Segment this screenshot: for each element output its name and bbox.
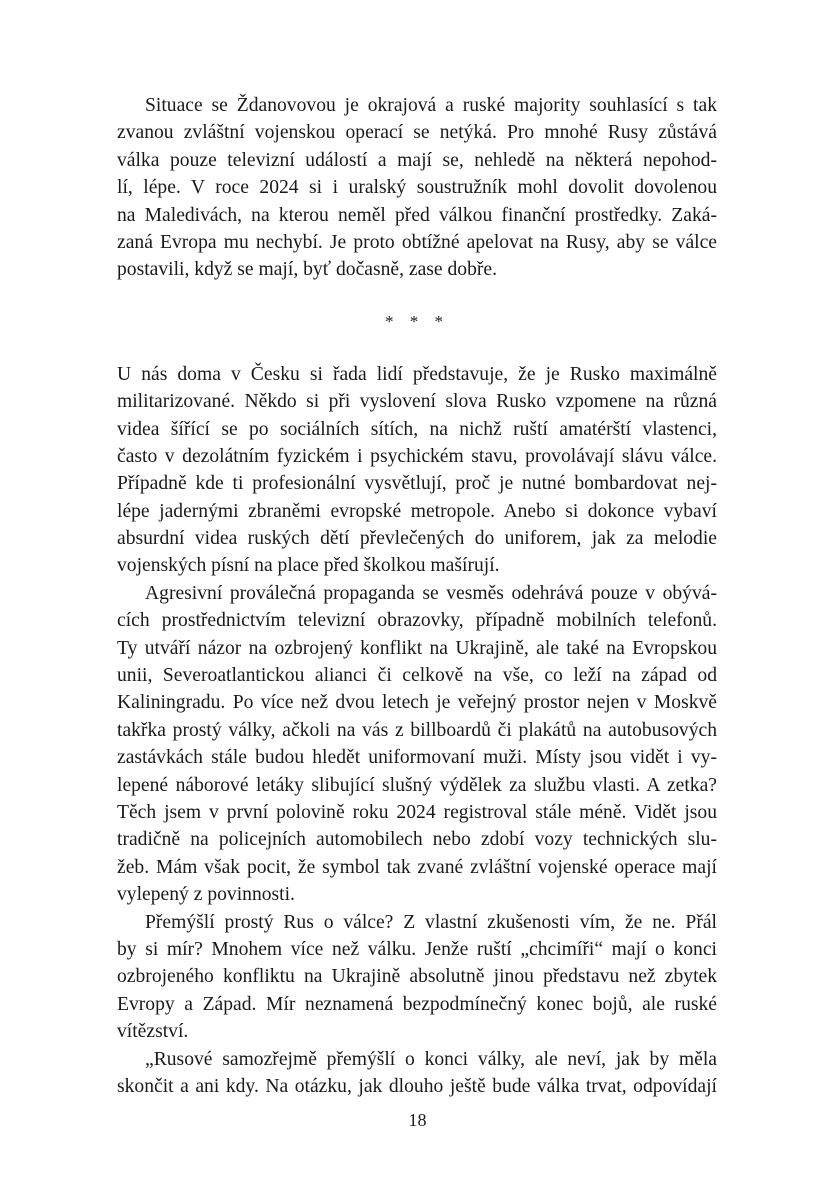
text-line: skončit a ani kdy. Na otázku, jak dlouho ještě bude válka trvat, odpovídají: [117, 1075, 717, 1097]
text-line: lépe jadernými zbraněmi evropské metropole. Anebo si dokonce vybaví: [117, 500, 717, 522]
text-line: ozbrojeného konfliktu na Ukrajině absolutně jinou představu než zbytek: [117, 966, 717, 988]
text-line: videa šířící se po sociálních sítích, na nichž ruští amatérští vlastenci,: [117, 418, 717, 440]
text-line: lí, lépe. V roce 2024 si i uralský soustružník mohl dovolit dovolenou: [117, 177, 717, 199]
page-body: [117, 92, 717, 1100]
paragraph-3: [117, 580, 717, 909]
paragraph-2: [117, 361, 717, 580]
text-line: by si mír? Mnohem více než válku. Jenže ruští „chcimíři“ mají o konci: [117, 938, 717, 960]
text-line: Případně kde ti profesionální vysvětlují, proč je nutné bombardovat nej-: [117, 473, 717, 495]
text-line: militarizované. Někdo si při vyslovení slova Rusko vzpomene na různá: [117, 391, 717, 413]
paragraph-5: [117, 1046, 717, 1101]
text-line: žeb. Mám však pocit, že symbol tak zvané zvláštní vojenské operace mají: [117, 856, 717, 878]
text-line: zaná Evropa mu nechybí. Je proto obtížné apelovat na Rusy, aby se válce: [117, 231, 717, 253]
paragraph-1: [117, 92, 717, 284]
text-line: unii, Severoatlantickou alianci či celkově na vše, co leží na západ od: [117, 665, 717, 687]
text-line: vítězství.: [117, 1021, 189, 1043]
text-line: Agresivní proválečná propaganda se vesměs odehrává pouze v obývá-: [145, 582, 717, 604]
text-line: cích prostřednictvím televizní obrazovky, případně mobilních telefonů.: [117, 610, 717, 632]
text-line: zastávkách stále budou hledět uniformovaní muži. Místy jsou vidět i vy-: [117, 747, 717, 769]
text-line: často v dezolátním fyzickém i psychickém stavu, provolávají slávu válce.: [117, 445, 717, 467]
paragraph-4: [117, 909, 717, 1046]
page-number: 18: [408, 1110, 427, 1130]
text-line: Kaliningradu. Po více než dvou letech je veřejný prostor nejen v Moskvě: [117, 692, 717, 714]
text-line: zvanou zvláštní vojenskou operací se netýká. Pro mnohé Rusy zůstává: [117, 122, 717, 144]
text-line: U nás doma v Česku si řada lidí představuje, že je Rusko maximálně: [117, 363, 717, 385]
text-line: Ty utváří názor na ozbrojený konflikt na Ukrajině, ale také na Evropskou: [117, 637, 717, 659]
text-line: absurdní videa ruských dětí převlečených do uniforem, jak za melodie: [117, 528, 717, 550]
text-line: Situace se Ždanovovou je okrajová a ruské majority souhlasící s tak: [145, 95, 717, 116]
text-line: Evropy a Západ. Mír neznamená bezpodmínečný konec bojů, ale ruské: [117, 993, 717, 1015]
text-line: takřka prostý války, ačkoli na vás z billboardů či plakátů na autobusových: [117, 719, 717, 741]
text-line: válka pouze televizní událostí a mají se, nehledě na některá nepohod-: [117, 149, 717, 171]
text-line: Přemýšlí prostý Rus o válce? Z vlastní zkušenosti vím, že ne. Přál: [145, 911, 717, 933]
section-separator: * * *: [385, 312, 449, 332]
text-line: tradičně na policejních automobilech nebo zdobí vozy technických slu-: [117, 829, 717, 851]
text-line: Těch jsem v první polovině roku 2024 registroval stále méně. Vidět jsou: [117, 801, 717, 823]
text-line: lepené náborové letáky slibující slušný výdělek za službu vlasti. A zetka?: [117, 774, 717, 796]
text-line: vylepený z povinnosti.: [117, 884, 295, 906]
text-line: postavili, když se mají, byť dočasně, zase dobře.: [117, 259, 498, 281]
text-line: vojenských písní na place před školkou mašírují.: [117, 555, 500, 577]
text-line: „Rusové samozřejmě přemýšlí o konci války, ale neví, jak by měla: [145, 1048, 717, 1070]
text-line: na Maledivách, na kterou neměl před válkou finanční prostředky. Zaká-: [117, 204, 717, 226]
